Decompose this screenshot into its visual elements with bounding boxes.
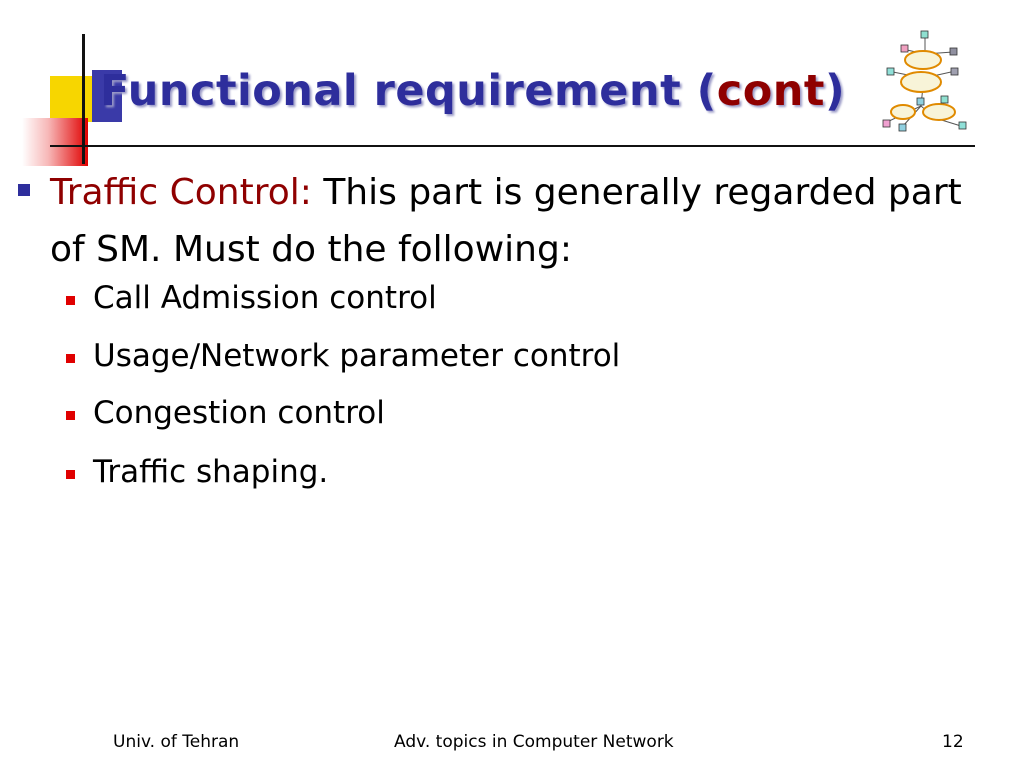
- main-bullet-marker: [18, 184, 30, 196]
- page-number: 12: [942, 732, 964, 752]
- sub-bullet-text: Usage/Network parameter control: [93, 338, 621, 374]
- sub-bullet-marker: [66, 296, 75, 305]
- sub-bullet-marker: [66, 470, 75, 479]
- main-bullet-text: [50, 164, 990, 278]
- title-suffix: ): [824, 66, 846, 116]
- footer-left: Univ. of Tehran: [113, 732, 240, 752]
- main-bullet-label: Traffic Control:: [50, 172, 312, 213]
- slide-title: [100, 66, 845, 116]
- sub-bullet-text: Congestion control: [93, 395, 385, 431]
- title-underline: [50, 145, 975, 147]
- sub-bullet-text: Traffic shaping.: [93, 454, 329, 490]
- main-bullet-body: This part is generally regarded part of SM. Must do the following:: [50, 172, 962, 270]
- title-prefix: Functional requirement (: [100, 66, 717, 116]
- red-gradient-block: [22, 118, 88, 166]
- sub-bullet-text: Call Admission control: [93, 280, 437, 316]
- sub-bullet-marker: [66, 411, 75, 420]
- title-highlight: cont: [716, 66, 825, 116]
- yellow-square: [50, 76, 98, 122]
- footer-center: Adv. topics in Computer Network: [394, 732, 674, 752]
- network-topology-icon: [873, 26, 973, 136]
- sub-bullet-marker: [66, 354, 75, 363]
